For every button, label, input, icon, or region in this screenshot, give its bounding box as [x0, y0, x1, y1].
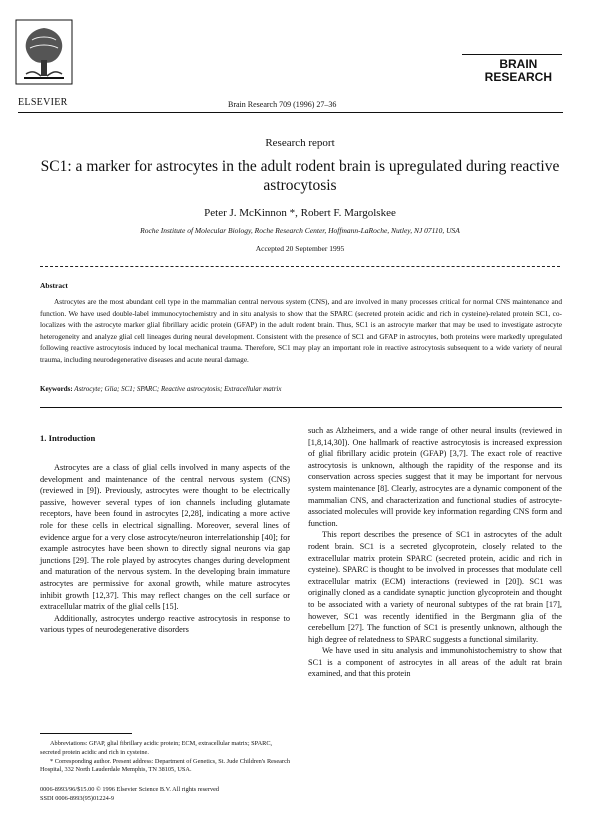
- journal-rule: [462, 54, 562, 55]
- paragraph: Additionally, astrocytes undergo reactive astrocytosis in response to various types of neurodegenerative disorders: [40, 613, 290, 635]
- journal-name: [485, 58, 552, 84]
- elsevier-tree-logo: [14, 18, 74, 86]
- body-column-left: [40, 462, 290, 636]
- keywords-list: Astrocyte; Glia; SC1; SPARC; Reactive astrocytosis; Extracellular matrix: [74, 385, 282, 393]
- publisher-name: ELSEVIER: [18, 97, 68, 108]
- paragraph: Astrocytes are a class of glial cells involved in many aspects of the development and maintenance of the central nervous system (CNS) (reviewed in [9]). Previously, astrocytes were thought to be electrically passive, however several types of ion channels including glutamate receptors, have been found in astrocytes [2,28], indicating a more active role for these cells in electrical signalling. Moreover, several lines of evidence argue for a very close astrocyte/neuron interrelationship [40]; for example astrocytes have been shown to directly signal neurons via gap junctions [29]. The role played by astrocytes changes during development and maturation of the nervous system. In the developing brain immature astrocytes are permissive for axonal growth, while mature astrocytes inhibit growth [12,37]. This may reflect changes on the cell surface or extracellular matrix of the glial cells [15].: [40, 463, 290, 612]
- header-rule: [18, 112, 563, 113]
- section-heading-introduction: 1. Introduction: [40, 433, 96, 443]
- paragraph: We have used in situ analysis and immunohistochemistry to show that SC1 is a component of astrocytes in all areas of the adult rat brain examined, and that this protein: [308, 646, 562, 679]
- ssdi-line: SSDI 0006-8993(95)01224-9: [40, 794, 114, 802]
- accepted-date: Accepted 20 September 1995: [255, 244, 345, 253]
- paragraph: such as Alzheimers, and a wide range of other neural insults (reviewed in [1,8,14,30]). One hallmark of reactive astrocytosis is increased expression of glial fibrillary acidic protein (GFAP) [3,7]. The exact role of reactive astrocytosis is unknown, although the rapidity of the response and its conservation across species suggest that it may be important for nervous system maintenance [8]. Clearly, astrocytes are a dynamic component of the mammalian CNS, and characterization and functional studies of astrocyte-associated molecules will provide key information regarding CNS form and function.: [308, 426, 562, 528]
- footnote-corresponding-author: * Corresponding author. Present address: Department of Genetics, St. Jude Children's Research Hospital, 332 North Lauderdale Memphis, TN 38105, USA.: [40, 757, 291, 774]
- body-column-right: [308, 425, 562, 680]
- footnote-rule: [40, 733, 132, 734]
- copyright: [40, 786, 290, 803]
- journal-line-1: BRAIN: [499, 57, 538, 71]
- citation: Brain Research 709 (1996) 27–36: [228, 100, 337, 109]
- authors: Peter J. McKinnon *, Robert F. Margolskee: [204, 207, 396, 219]
- article-title: SC1: a marker for astrocytes in the adult rodent brain is upregulated during reactive astrocytosis: [40, 158, 560, 194]
- footnote-abbreviations: Abbreviations: GFAP, glial fibrillary acidic protein; ECM, extracellular matrix; SPARC, secreted protein acidic and rich in cysteine.: [40, 740, 273, 756]
- keywords: [40, 385, 562, 393]
- affiliation: Roche Institute of Molecular Biology, Roche Research Center, Hoffmann-LaRoche, Nutley, NJ 07110, USA: [140, 226, 460, 235]
- copyright-line: 0006-8993/96/$15.00 © 1996 Elsevier Science B.V. All rights reserved: [40, 786, 220, 793]
- journal-line-2: RESEARCH: [484, 70, 552, 84]
- abstract-rule: [40, 407, 562, 408]
- abstract-heading: Abstract: [40, 281, 68, 290]
- footnotes: [40, 740, 290, 775]
- section-divider: [40, 266, 560, 267]
- article-type: Research report: [265, 137, 335, 149]
- paragraph: This report describes the presence of SC1 in astrocytes of the adult rodent brain. SC1 is a secreted glycoprotein, closely related to the extracellular matrix protein SPARC (secreted protein, acidic and rich in cysteine). SPARC is thought to be involved in processes that modulate cell extracellular matrix (ECM) interactions (reviewed in [20]). SC1 was originally cloned as a candidate synaptic junction glycoprotein and thought to be associated with a variety of neuronal subtypes of the rat brain [17], however, SC1 was recently identified in the Bergmann glia of the cerebellum [27]. The function of SC1 is presently unknown, although the high degree of relatedness to SPARC suggests a functional similarity.: [308, 530, 562, 644]
- abstract-text: Astrocytes are the most abundant cell type in the mammalian central nervous system (CNS), and are involved in many processes critical for normal CNS maintenance and function. We have used double-label immunocytochemistry and in situ analysis to show that the SPARC (secreted protein acidic and rich in cysteine)-related protein SC1, co-localizes with the astrocyte marker glial fibrillary acidic protein (GFAP) in the adult rodent brain. Thus, SC1 is an astrocyte marker that may be used to investigate astrocyte heterogeneity and analyze glial cell lineages during neural development. Consistent with the presence of SC1 and GFAP in astrocytes, both proteins were markedly upregulated following reactive astrocytosis induced by local mechanical trauma. Therefore, SC1 may play an important role in reactive astrocytosis subsequent to a wide variety of neural trauma, including neurodegenerative diseases and acute neural damage.: [40, 297, 562, 364]
- keywords-label: Keywords:: [40, 385, 73, 393]
